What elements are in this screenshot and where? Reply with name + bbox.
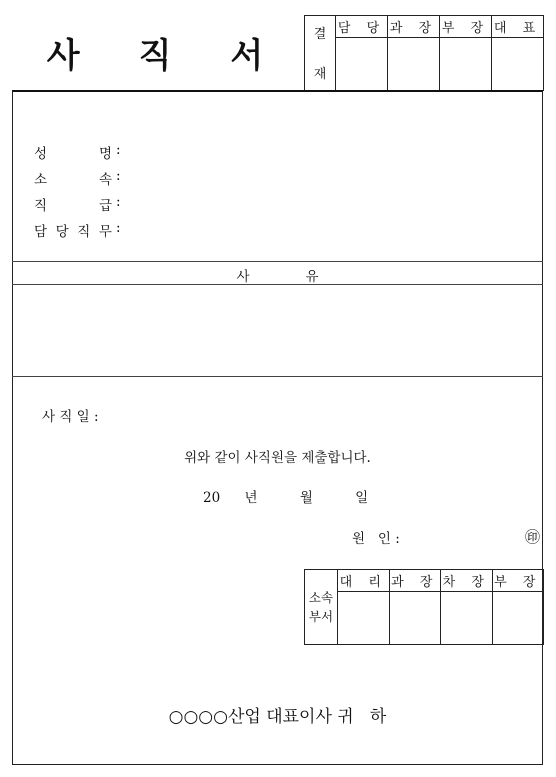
department-side-label: 소속 부서	[305, 570, 338, 645]
approval-col-header: 차 장	[441, 570, 493, 592]
field-rank[interactable]: 직 급 :	[34, 194, 121, 214]
applicant-label: 원 인 :	[352, 531, 400, 547]
title-char: 직	[138, 36, 172, 76]
approval-table-bottom	[304, 569, 544, 645]
signature-box[interactable]	[336, 38, 388, 91]
statement-text: 위와 같이 사직원을 제출합니다.	[184, 450, 371, 466]
approval-col-header: 과 장	[388, 16, 440, 38]
reason-textarea[interactable]	[12, 285, 543, 376]
reason-header-char: 유	[305, 269, 319, 285]
signature-box[interactable]	[440, 38, 492, 91]
title-char: 사	[46, 36, 80, 76]
seal-mark[interactable]: ㊞	[525, 528, 541, 546]
reason-header	[12, 265, 543, 285]
field-duty[interactable]: 담 당 직 무 :	[34, 220, 121, 240]
signature-box[interactable]	[388, 38, 440, 91]
document-title	[20, 28, 290, 77]
approval-col-header: 대 표	[492, 16, 544, 38]
approval-col-header: 대 리	[338, 570, 390, 592]
signature-box[interactable]	[389, 592, 441, 645]
approval-side-label: 결 재	[305, 16, 336, 91]
approval-col-header: 부 장	[492, 570, 544, 592]
divider	[12, 376, 543, 377]
signature-box[interactable]	[441, 592, 493, 645]
signature-box[interactable]	[492, 592, 544, 645]
signature-box[interactable]	[338, 592, 390, 645]
approval-table-top	[304, 15, 544, 91]
reason-header-char: 사	[236, 269, 250, 285]
addressee-line: ○○○○산업 대표이사 귀 하	[168, 707, 387, 727]
approval-col-header: 담 당	[336, 16, 388, 38]
divider	[12, 261, 543, 262]
field-department[interactable]: 소 속 :	[34, 168, 121, 188]
title-char: 서	[230, 36, 264, 76]
date-line[interactable]: 20 년 월 일	[203, 490, 369, 506]
field-name[interactable]: 성 명 :	[34, 142, 121, 162]
approval-col-header: 부 장	[440, 16, 492, 38]
resign-date-label[interactable]: 사 직 일 :	[42, 409, 99, 425]
signature-box[interactable]	[492, 38, 544, 91]
approval-col-header: 과 장	[389, 570, 441, 592]
info-fields	[34, 142, 121, 246]
